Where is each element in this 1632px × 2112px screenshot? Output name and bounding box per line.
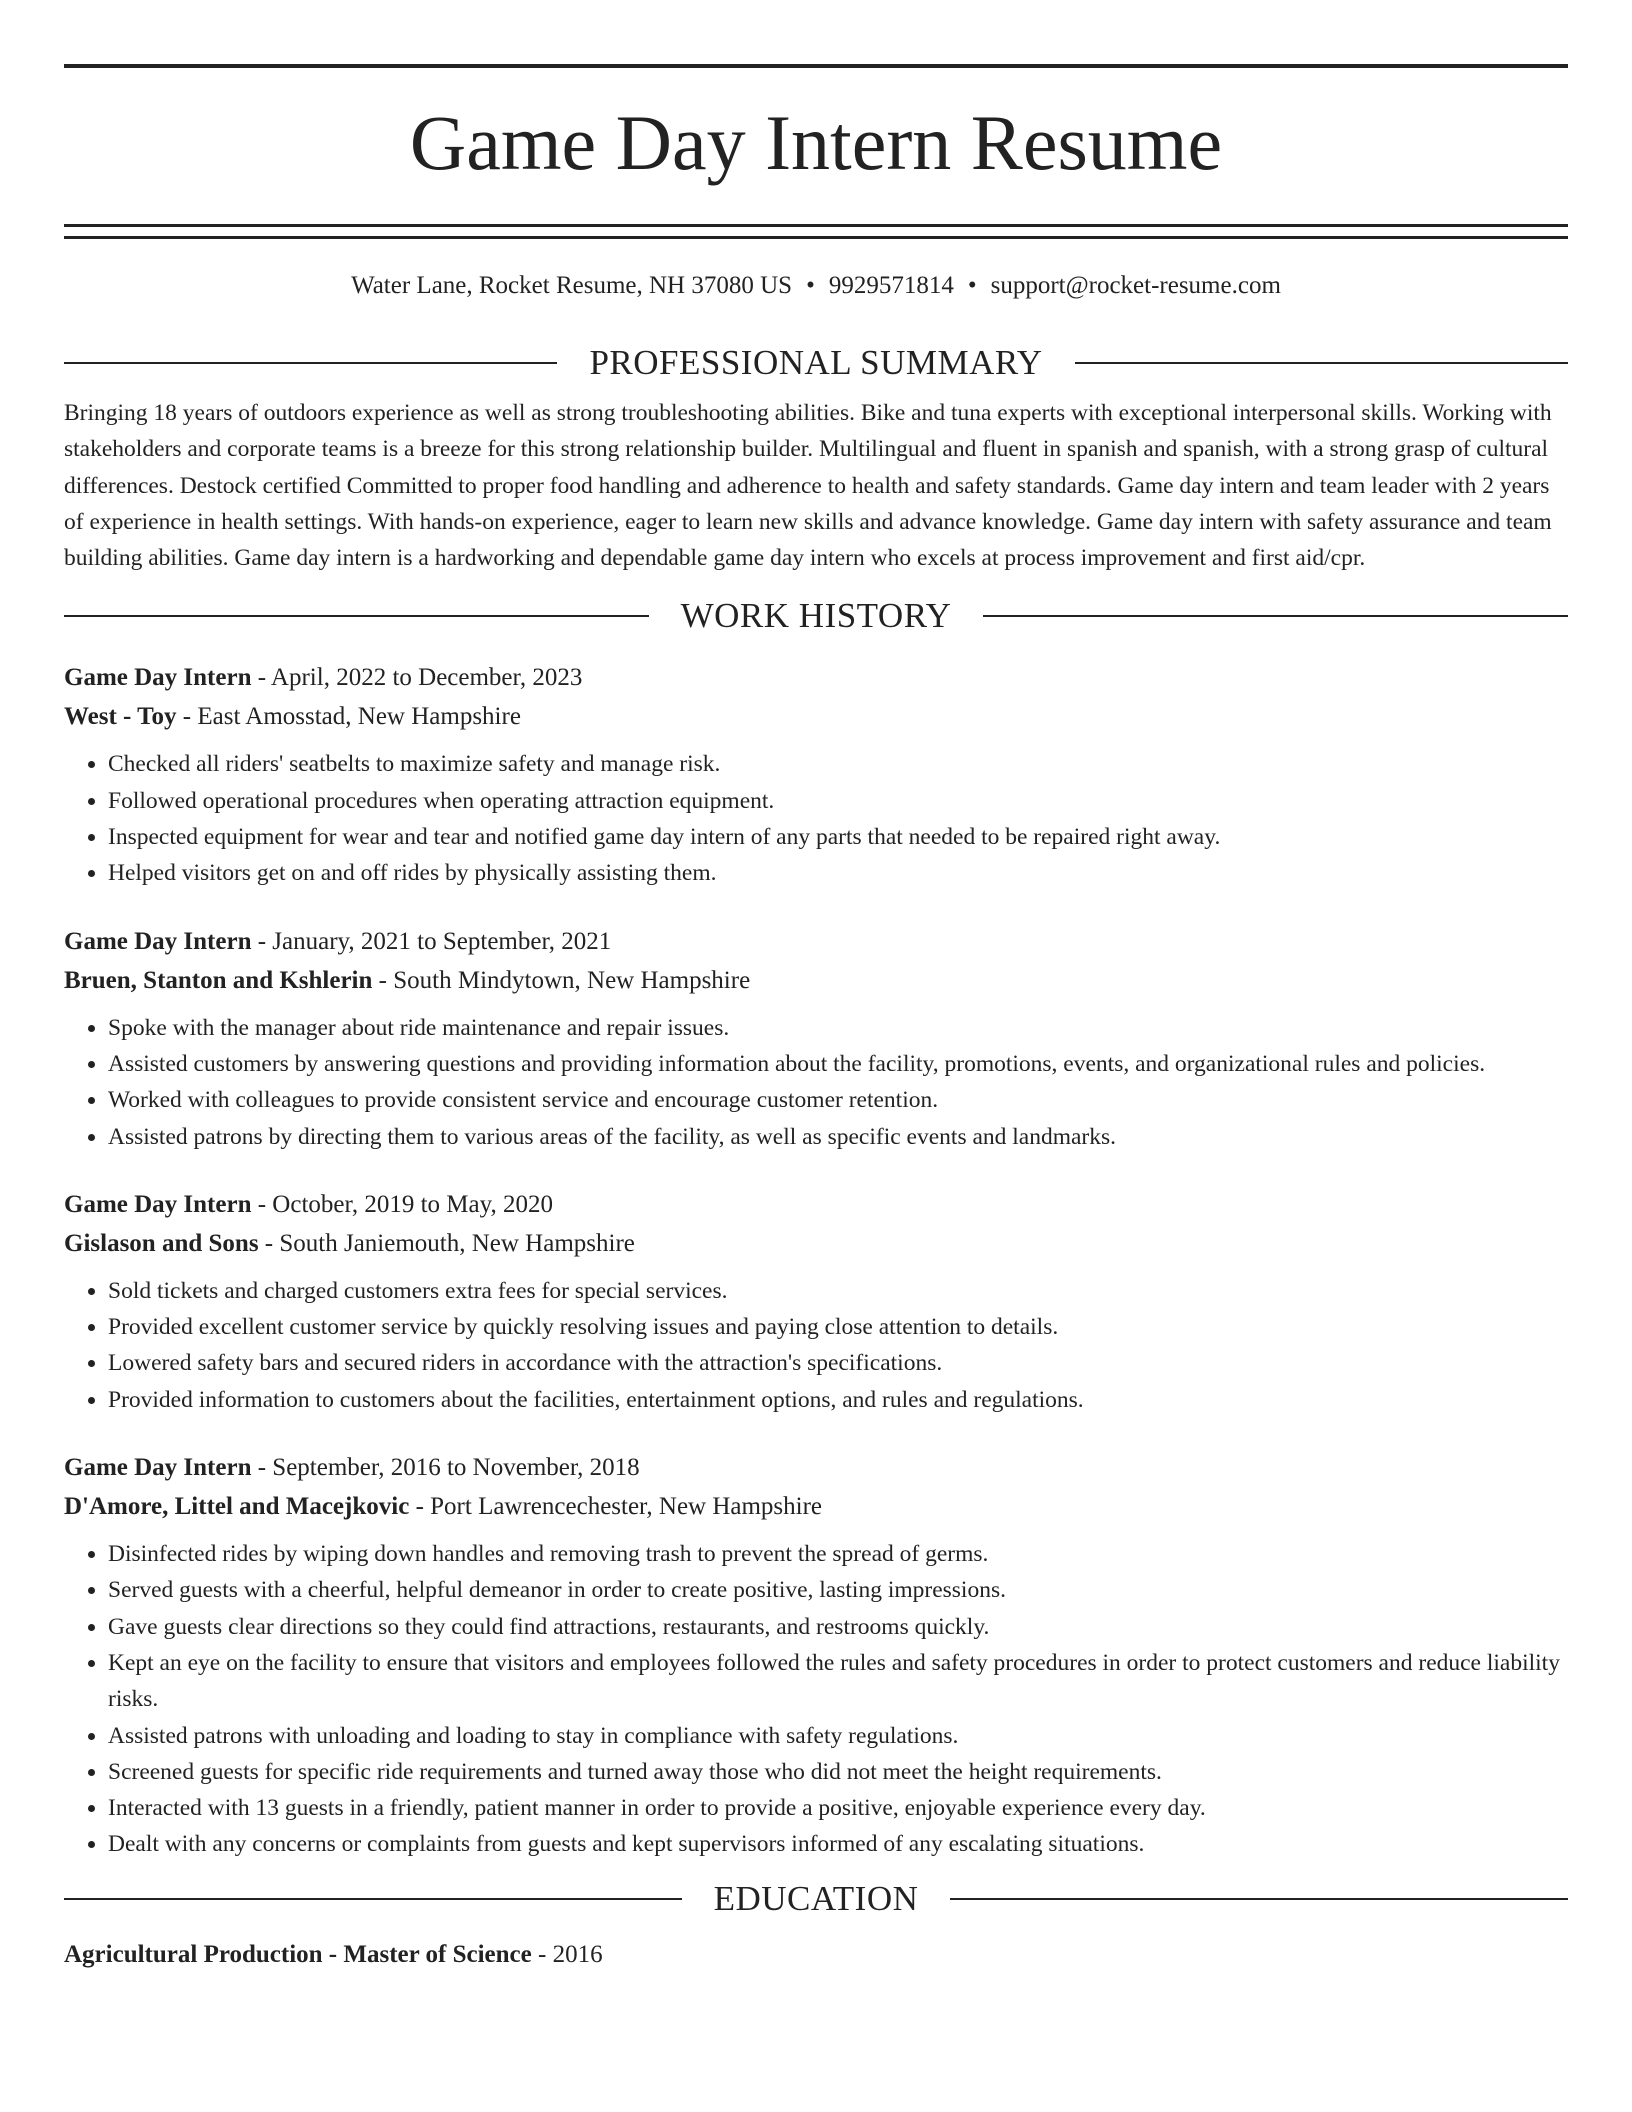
contact-email: support@rocket-resume.com <box>990 272 1281 299</box>
job-employer: Gislason and Sons <box>64 1229 259 1257</box>
section-header-education <box>64 1877 1568 1921</box>
job-duty: • Dealt with any concerns or complaints from guests and kept supervisors informed of any escalating situations. <box>108 1826 1568 1862</box>
job-duties-list <box>64 1536 1568 1863</box>
resume-title: Game Day Intern Resume <box>409 99 1223 186</box>
job-location: - South Janiemouth, New Hampshire <box>258 1229 635 1257</box>
job-dates: - April, 2022 to December, 2023 <box>251 664 583 692</box>
job-location: - Port Lawrencechester, New Hampshire <box>409 1493 823 1521</box>
job-duty: • Provided excellent customer service by quickly resolving issues and paying close attention to details. <box>108 1309 1568 1345</box>
job-title: Game Day Intern <box>64 1190 252 1218</box>
resume-page <box>64 64 1568 1974</box>
job-title: Game Day Intern <box>64 927 252 955</box>
education-degree: Agricultural Production - Master of Science <box>64 1940 532 1968</box>
section-rule-left <box>64 362 557 364</box>
job-dates: - January, 2021 to September, 2021 <box>251 927 612 955</box>
job-duty: • Lowered safety bars and secured riders in accordance with the attraction's specifications. <box>108 1345 1568 1381</box>
section-rule-right <box>1075 362 1568 364</box>
section-header-work-history <box>64 594 1568 638</box>
job-duty: • Disinfected rides by wiping down handles and removing trash to prevent the spread of germs. <box>108 1536 1568 1572</box>
contact-separator: • <box>967 272 977 299</box>
job-duties-list <box>64 746 1568 891</box>
job-duty: • Checked all riders' seatbelts to maximize safety and manage risk. <box>108 746 1568 782</box>
section-rule-right <box>950 1898 1568 1900</box>
section-header-summary <box>64 341 1568 385</box>
section-rule-right <box>983 615 1568 617</box>
contact-phone: 9929571814 <box>828 272 954 299</box>
section-rule-left <box>64 1898 682 1900</box>
job-duty: • Provided information to customers about the facilities, entertainment options, and rules and regulations. <box>108 1382 1568 1418</box>
job-employer-line <box>64 961 1568 1000</box>
job-title: Game Day Intern <box>64 1454 252 1482</box>
job-entry <box>64 658 1568 891</box>
contact-address: Water Lane, Rocket Resume, NH 37080 US <box>351 272 793 299</box>
job-entry <box>64 922 1568 1155</box>
job-dates: - October, 2019 to May, 2020 <box>251 1190 553 1218</box>
job-duty: • Kept an eye on the facility to ensure that visitors and employees followed the rules and safety procedures in order to protect customers and reduce liability risks. <box>108 1645 1568 1718</box>
job-duty: • Inspected equipment for wear and tear and notified game day intern of any parts that needed to be repaired right away. <box>108 819 1568 855</box>
job-duty: • Assisted patrons with unloading and loading to stay in compliance with safety regulations. <box>108 1718 1568 1754</box>
job-employer-line <box>64 697 1568 736</box>
section-title-summary: PROFESSIONAL SUMMARY <box>589 343 1043 382</box>
section-title-work-history: WORK HISTORY <box>680 596 952 636</box>
job-title: Game Day Intern <box>64 664 252 692</box>
job-duty: • Followed operational procedures when operating attraction equipment. <box>108 783 1568 819</box>
job-entry <box>64 1448 1568 1863</box>
job-duty: • Gave guests clear directions so they could find attractions, restaurants, and restrooms quickly. <box>108 1609 1568 1645</box>
job-duty: • Helped visitors get on and off rides by physically assisting them. <box>108 855 1568 891</box>
top-rule <box>64 64 1568 68</box>
job-dates: - September, 2016 to November, 2018 <box>251 1454 640 1482</box>
section-title-education: EDUCATION <box>713 1878 919 1918</box>
job-duty: • Sold tickets and charged customers extra fees for special services. <box>108 1273 1568 1309</box>
job-duties-list <box>64 1010 1568 1155</box>
job-employer-line <box>64 1487 1568 1526</box>
job-duty: • Served guests with a cheerful, helpful demeanor in order to create positive, lasting impressions. <box>108 1572 1568 1608</box>
job-duty: • Assisted customers by answering questions and providing information about the facility, promotions, events, and organizational rules and policies. <box>108 1046 1568 1082</box>
job-duty: • Worked with colleagues to provide consistent service and encourage customer retention. <box>108 1082 1568 1118</box>
job-title-line <box>64 1185 1568 1224</box>
job-employer-line <box>64 1224 1568 1263</box>
job-duty: • Spoke with the manager about ride maintenance and repair issues. <box>108 1010 1568 1046</box>
summary-paragraph: Bringing 18 years of outdoors experience as well as strong troubleshooting abilities. Bike and tuna experts with exceptional interpersonal skills. Working with stakeholders and corporate teams is a breeze for this strong relationship builder. Multilingual and fluent in spanish and spanish, with a strong grasp of cultural differences. Destock certified Committed to proper food handling and adherence to health and safety standards. Game day intern and team leader with 2 years of experience in health settings. With hands-on experience, eager to learn new skills and advance knowledge. Game day intern with safety assurance and team building abilities. Game day intern is a hardworking and dependable game day intern who excels at process improvement and first aid/cpr. <box>64 400 1552 572</box>
job-employer: D'Amore, Littel and Macejkovic <box>64 1493 410 1521</box>
job-employer: West - Toy <box>64 703 177 731</box>
job-location: - South Mindytown, New Hampshire <box>372 966 751 994</box>
job-duties-list <box>64 1273 1568 1418</box>
job-entry <box>64 1185 1568 1418</box>
job-duty: • Screened guests for specific ride requirements and turned away those who did not meet the height requirements. <box>108 1754 1568 1790</box>
title-double-rule <box>64 224 1568 239</box>
contact-info <box>64 271 1568 301</box>
job-employer: Bruen, Stanton and Kshlerin <box>64 966 373 994</box>
contact-separator: • <box>806 272 815 299</box>
job-title-line <box>64 1448 1568 1487</box>
job-title-line <box>64 922 1568 961</box>
education-year: - 2016 <box>531 1940 603 1968</box>
job-title-line <box>64 658 1568 697</box>
job-location: - East Amosstad, New Hampshire <box>176 703 521 731</box>
job-duty: • Assisted patrons by directing them to various areas of the facility, as well as specific events and landmarks. <box>108 1119 1568 1155</box>
section-rule-left <box>64 615 649 617</box>
job-duty: • Interacted with 13 guests in a friendly, patient manner in order to provide a positive, enjoyable experience every day. <box>108 1790 1568 1826</box>
education-entry <box>64 1935 1568 1974</box>
